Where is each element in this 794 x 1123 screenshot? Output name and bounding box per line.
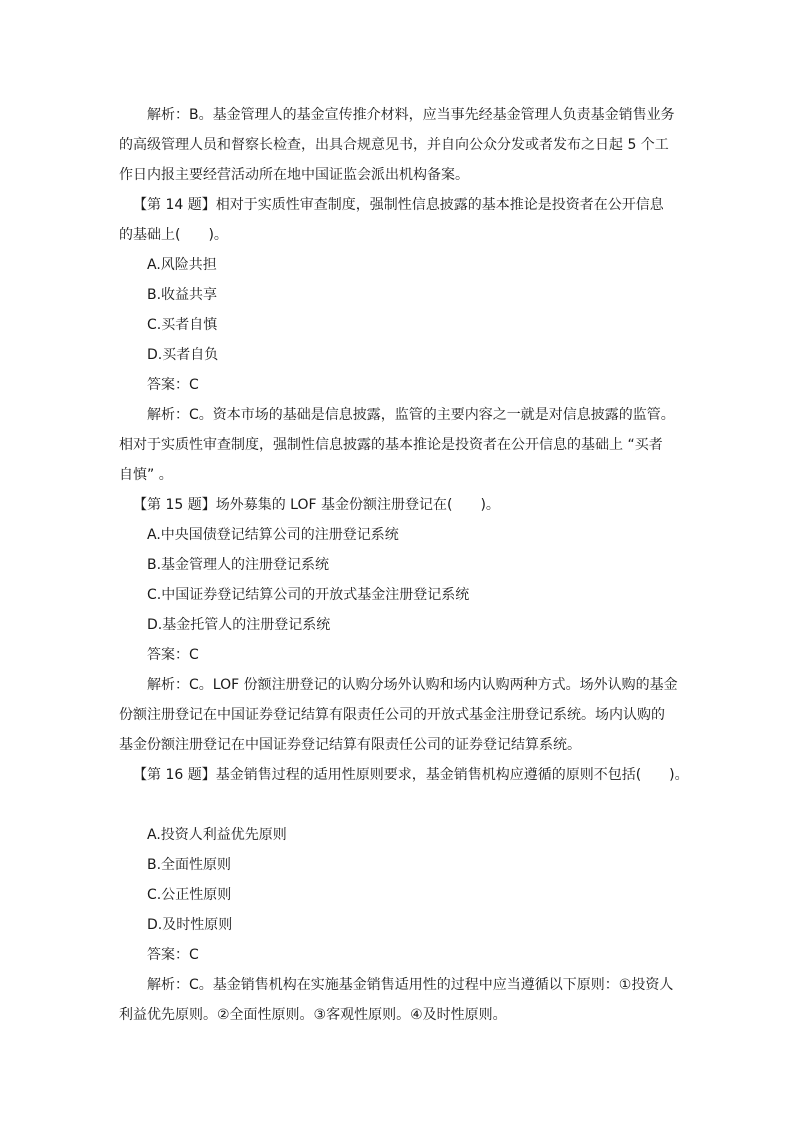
question-16-option-d: D.及时性原则 bbox=[147, 917, 233, 933]
explanation-15-line-2: 份额注册登记在中国证券登记结算有限责任公司的开放式基金注册登记系统。场内认购的 bbox=[119, 707, 665, 723]
explanation-14-line-1: 解析：C。资本市场的基础是信息披露，监管的主要内容之一就是对信息披露的监管。 bbox=[147, 407, 675, 423]
question-16-option-a: A.投资人利益优先原则 bbox=[147, 827, 287, 843]
question-16-option-b: B.全面性原则 bbox=[147, 857, 232, 873]
explanation-13-line-2: 的高级管理人员和督察长检查，出具合规意见书，并自向公众分发或者发布之日起 5 个工 bbox=[119, 137, 669, 153]
explanation-15-line-1: 解析：C。LOF 份额注册登记的认购分场外认购和场内认购两种方式。场外认购的基金 bbox=[147, 677, 678, 693]
explanation-15-line-3: 基金份额注册登记在中国证券登记结算有限责任公司的证券登记结算系统。 bbox=[119, 737, 581, 753]
question-16-option-c: C.公正性原则 bbox=[147, 887, 232, 903]
explanation-16-line-2: 利益优先原则。②全面性原则。③客观性原则。④及时性原则。 bbox=[119, 1007, 507, 1023]
question-14-line-1: 【第 14 题】相对于实质性审查制度，强制性信息披露的基本推论是投资者在公开信息 bbox=[133, 197, 664, 213]
question-16-answer: 答案：C bbox=[147, 947, 199, 963]
question-15-option-b: B.基金管理人的注册登记系统 bbox=[147, 557, 330, 573]
question-15-option-d: D.基金托管人的注册登记系统 bbox=[147, 617, 331, 633]
question-14-option-b: B.收益共享 bbox=[147, 287, 218, 303]
question-14-option-a: A.风险共担 bbox=[147, 257, 217, 273]
question-14-line-2: 的基础上( )。 bbox=[119, 227, 228, 243]
question-14-option-d: D.买者自负 bbox=[147, 347, 219, 363]
explanation-13-line-3: 作日内报主要经营活动所在地中国证监会派出机构备案。 bbox=[119, 167, 469, 183]
explanation-16-line-1: 解析：C。基金销售机构在实施基金销售适用性的过程中应当遵循以下原则：①投资人 bbox=[147, 977, 674, 993]
question-15-line-1: 【第 15 题】场外募集的 LOF 基金份额注册登记在( )。 bbox=[133, 497, 500, 513]
question-15-option-c: C.中国证券登记结算公司的开放式基金注册登记系统 bbox=[147, 587, 470, 603]
explanation-14-line-3: 自慎” 。 bbox=[119, 467, 173, 483]
question-15-answer: 答案：C bbox=[147, 647, 199, 663]
question-14-answer: 答案：C bbox=[147, 377, 199, 393]
question-14-option-c: C.买者自慎 bbox=[147, 317, 218, 333]
question-15-option-a: A.中央国债登记结算公司的注册登记系统 bbox=[147, 527, 399, 543]
explanation-13-line-1: 解析：B。基金管理人的基金宣传推介材料，应当事先经基金管理人负责基金销售业务 bbox=[147, 107, 675, 123]
question-16-line-1: 【第 16 题】基金销售过程的适用性原则要求，基金销售机构应遵循的原则不包括( )。 bbox=[133, 767, 689, 783]
explanation-14-line-2: 相对于实质性审查制度，强制性信息披露的基本推论是投资者在公开信息的基础上 “买者 bbox=[119, 437, 663, 453]
